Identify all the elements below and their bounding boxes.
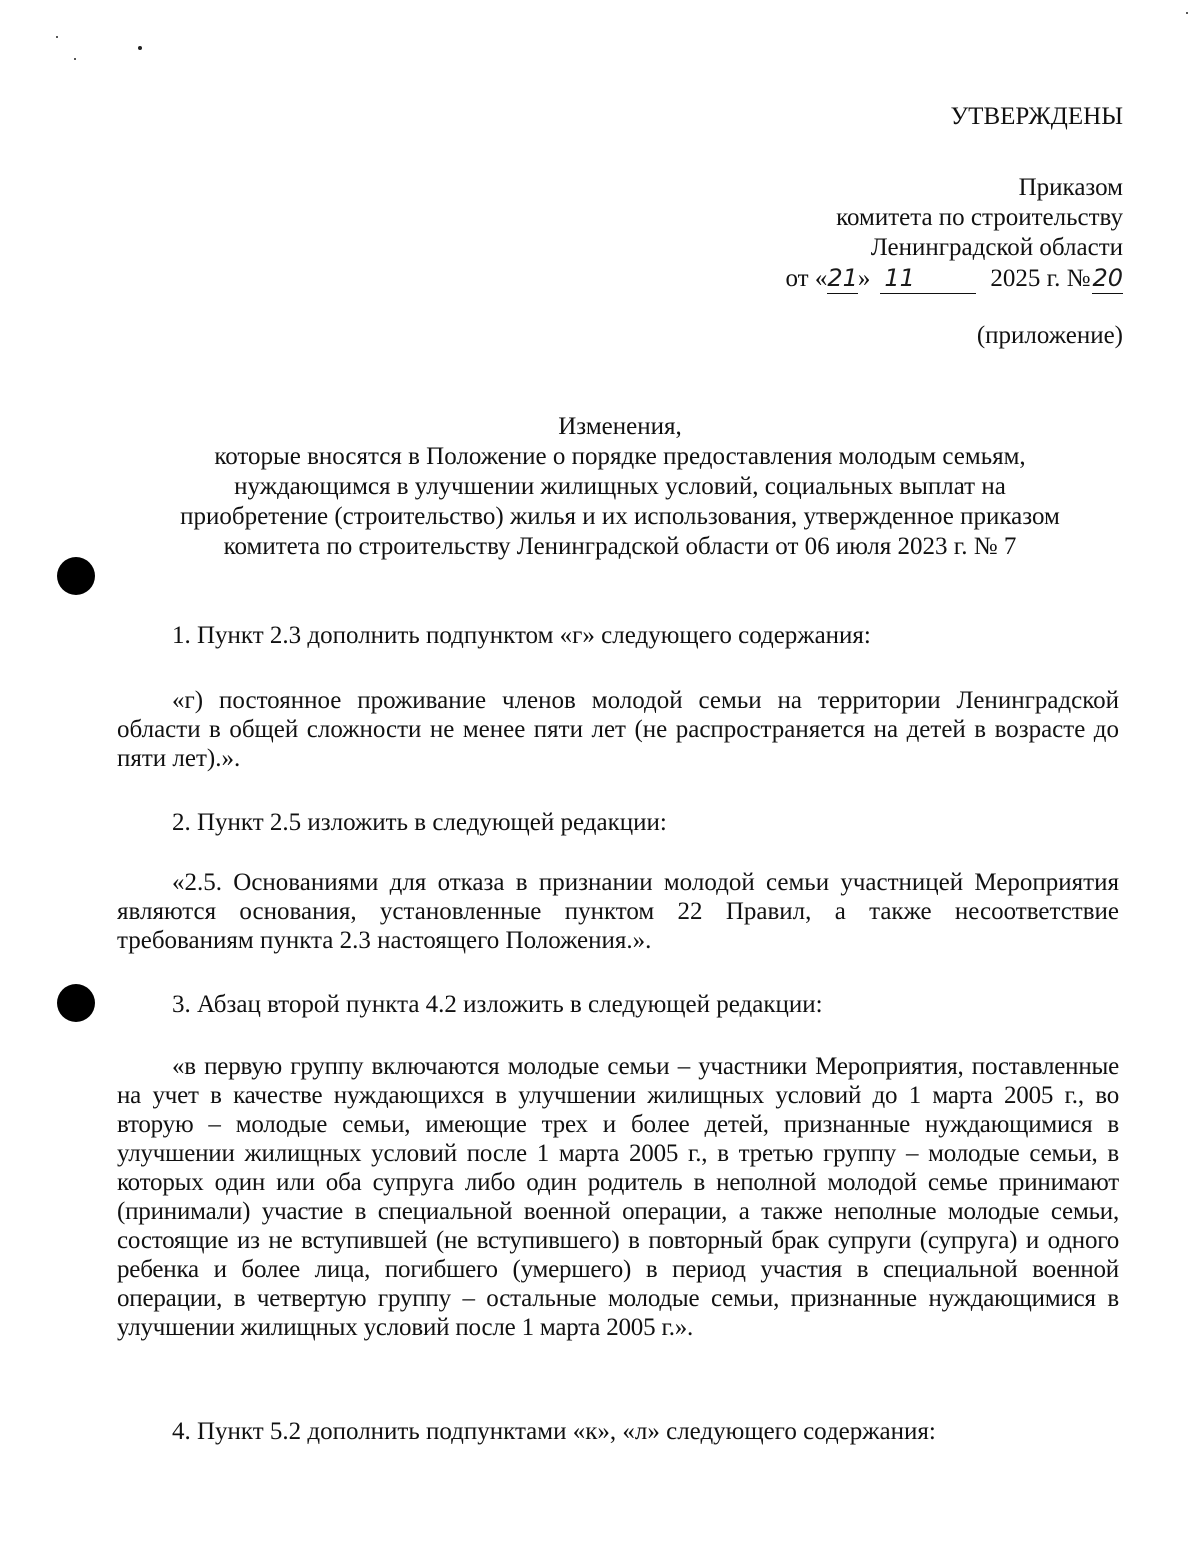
scan-speck [74, 58, 76, 60]
item-3: 3. Абзац второй пункта 4.2 изложить в следующей редакции: [172, 991, 823, 1018]
annex-label: (приложение) [976, 322, 1123, 349]
approval-committee-line: комитета по строительству [836, 204, 1123, 231]
date-year: 2025 г. № [990, 265, 1091, 292]
document-title [120, 412, 1120, 562]
approval-region-line: Ленинградской области [870, 234, 1123, 261]
date-prefix: от « [785, 265, 828, 292]
quote-3: «в первую группу включаются молодые семьи – участники Мероприятия, поставленные на учет в качестве нуждающихся в улучшении жилищных условий до 1 марта 2005 г., во вторую – молодые семьи, имеющие трех и более детей, признанные нуждающимися в улучшении жилищных условий после 1 марта 2005 г., в третью группу – молодые семьи, в которых один или оба супруга либо один родитель в неполной молодой семье принимают (принимали) участие в специальной военной операции, а также неполные молодые семьи, состоящие из не вступившей (не вступившего) в повторный брак супруги (супруга) и одного ребенка и более лица, погибшего (умершего) в период участия в специальной военной операции, в четвертую группу – остальные молодые семьи, признанные нуждающимися в улучшении жилищных условий после 1 марта 2005 г.». [117, 1053, 1119, 1341]
scan-speck [1186, 12, 1188, 14]
order-number-handwritten: 20 [1092, 264, 1123, 292]
quote-1: «г) постоянное проживание членов молодой семьи на территории Ленинградской области в общей сложности не менее пяти лет (не распространяется на детей в возрасте до пяти лет).». [117, 687, 1119, 772]
title-line: нуждающимся в улучшении жилищных условий, социальных выплат на [234, 473, 1006, 500]
date-day-close: » [857, 265, 871, 292]
punch-hole-top [57, 557, 95, 595]
quote-2: «2.5. Основаниями для отказа в признании молодой семьи участницей Мероприятия являются основания, установленные пунктом 22 Правил, а также несоответствие требованиям пункта 2.3 настоящего Положения.». [117, 869, 1119, 954]
title-line: которые вносятся в Положение о порядке предоставления молодым семьям, [214, 443, 1026, 470]
scan-speck [56, 36, 58, 38]
scan-speck [138, 46, 142, 50]
date-day-handwritten: 21 [827, 264, 858, 292]
punch-hole-bottom [57, 984, 95, 1022]
item-2: 2. Пункт 2.5 изложить в следующей редакции: [172, 809, 667, 836]
approval-date-line [700, 263, 1123, 294]
title-line: комитета по строительству Ленинградской области от 06 июля 2023 г. № 7 [223, 533, 1017, 560]
approval-heading: УТВЕРЖДЕНЫ [950, 103, 1123, 130]
item-4: 4. Пункт 5.2 дополнить подпунктами «к», «л» следующего содержания: [172, 1418, 936, 1445]
title-line: приобретение (строительство) жилья и их использования, утвержденное приказом [180, 503, 1060, 530]
item-1: 1. Пункт 2.3 дополнить подпунктом «г» следующего содержания: [172, 622, 871, 649]
approval-block [700, 102, 1123, 351]
title-line: Изменения, [558, 413, 682, 440]
date-month-handwritten: 11 [880, 263, 976, 294]
approval-order-line: Приказом [1018, 174, 1123, 201]
